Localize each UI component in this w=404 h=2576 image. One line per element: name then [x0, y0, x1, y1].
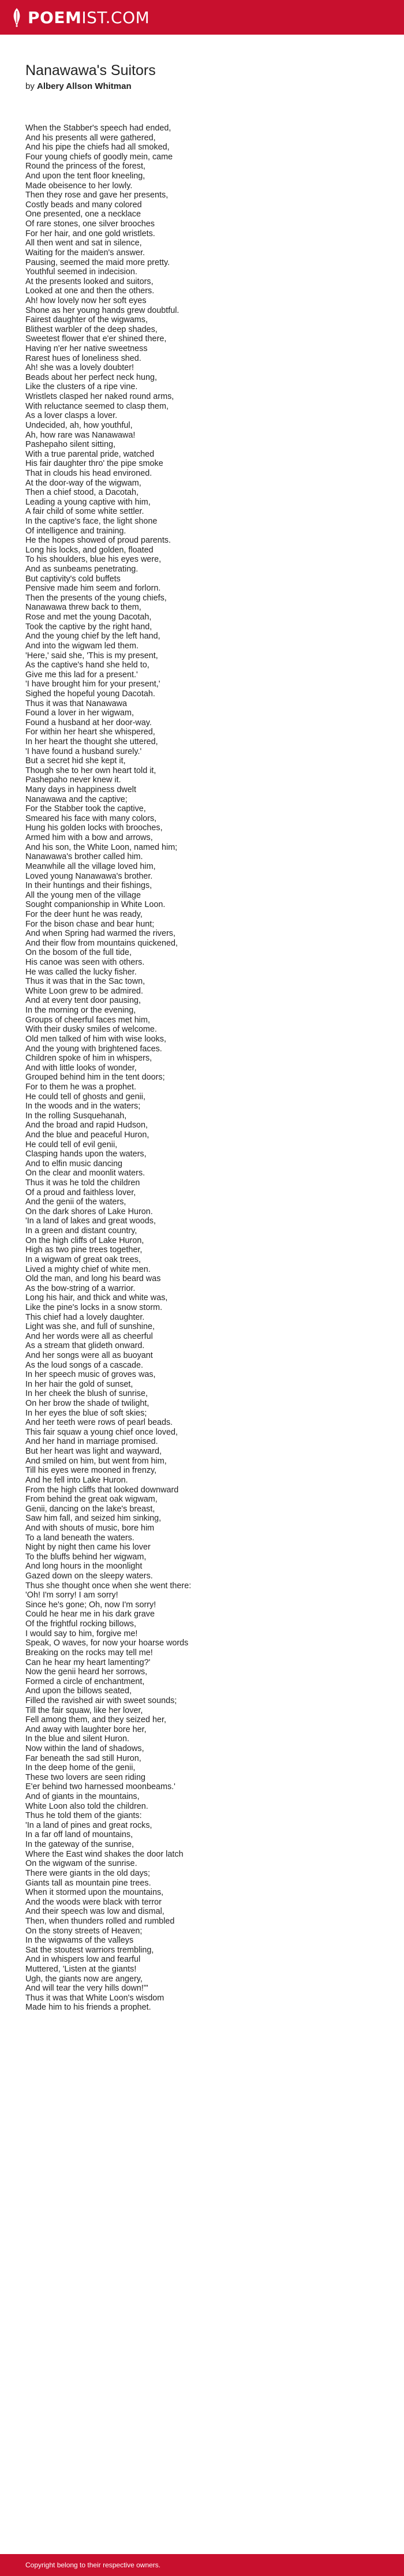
poem-line: And of giants in the mountains,	[25, 1792, 140, 1802]
poem-line: Nanawawa and the captive;	[25, 794, 128, 804]
poem-line: Speak, O waves, for now your hoarse words	[25, 1638, 189, 1648]
poem-line: Like the clusters of a ripe vine.	[25, 382, 138, 392]
poem-line: In their huntings and their fishings,	[25, 881, 152, 891]
poem-line: Made obeisence to her lowly.	[25, 181, 133, 191]
poem-line: Armed him with a bow and arrows,	[25, 833, 153, 843]
poem-line: On the high cliffs of Lake Huron,	[25, 1235, 144, 1245]
poem-line: As a stream that glideth onward.	[25, 1341, 145, 1351]
poem-line: Night by night then came his lover	[25, 1543, 151, 1552]
poem-line: And her words were all as cheerful	[25, 1331, 153, 1341]
poem-line: Fell among them, and they seized her,	[25, 1715, 166, 1725]
poem-line: Far beneath the sad still Huron,	[25, 1753, 141, 1763]
poem-line: Ugh, the giants now are angery,	[25, 1974, 143, 1984]
poem-line: Sighed the hopeful young Dacotah.	[25, 689, 155, 699]
poem-line: Groups of cheerful faces met him,	[25, 1015, 150, 1025]
poem-line: And the broad and rapid Hudson,	[25, 1121, 148, 1130]
poem-line: Rose and met the young Dacotah,	[25, 613, 152, 622]
poem-line: Give me this lad for a present.'	[25, 670, 138, 680]
poem-line: Lived a mighty chief of white men.	[25, 1264, 151, 1274]
poem-line: This fair squaw a young chief once loved,	[25, 1427, 178, 1437]
poem-line: And to elfin music dancing	[25, 1159, 122, 1168]
poem-line: Grouped behind him in the tent doors;	[25, 1073, 165, 1082]
poem-line: And away with laughter bore her,	[25, 1724, 147, 1734]
poem-line: Wristlets clasped her naked round arms,	[25, 392, 174, 402]
poem-line: With their dusky smiles of welcome.	[25, 1025, 157, 1035]
poem-line: And their speech was low and dismal,	[25, 1907, 164, 1917]
poem-line: And the woods were black with terror	[25, 1897, 162, 1907]
poem-line: To his shoulders, blue his eyes were,	[25, 555, 162, 565]
poem-line: From behind the great oak wigwam,	[25, 1495, 158, 1504]
poem-line: Clasping hands upon the waters,	[25, 1149, 147, 1159]
poem-line: On the bosom of the full tide,	[25, 948, 132, 958]
poem-line: And upon the billows seated,	[25, 1686, 132, 1696]
poem-line: Pensive made him seem and forlorn.	[25, 584, 161, 593]
poem-line: Hung his golden locks with brooches,	[25, 823, 163, 833]
quill-pen-icon	[12, 8, 22, 27]
poem-line: For within her heart she whispered,	[25, 727, 155, 737]
poem-line: Found a lover in her wigwam,	[25, 708, 134, 718]
poem-line: 'I have brought him for your present,'	[25, 680, 160, 689]
poem-line: Thus it was that Nanawawa	[25, 699, 127, 708]
poem-title: Nanawawa's Suitors	[25, 62, 156, 79]
poem-line: Where the East wind shakes the door latch	[25, 1849, 184, 1859]
poem-line: Sweetest flower that e'er shined there,	[25, 334, 167, 344]
poem-line: Muttered, 'Listen at the giants!	[25, 1965, 137, 1974]
poem-line: E'er behind two harnessed moonbeams.'	[25, 1782, 175, 1792]
site-logo[interactable]	[12, 8, 149, 27]
poem-line: And smiled on him, but went from him,	[25, 1456, 167, 1466]
poem-line: Costly beads and many colored	[25, 200, 142, 210]
poem-body	[25, 124, 404, 2013]
poem-line: On the dark shores of Lake Huron.	[25, 1207, 153, 1216]
poem-line: Ah! she was a lovely doubter!	[25, 363, 134, 373]
byline-prefix: by	[25, 81, 35, 91]
poem-line: Then the presents of the young chiefs,	[25, 593, 167, 603]
poem-line: Rarest hues of loneliness shed.	[25, 353, 141, 363]
poem-line: When it stormed upon the mountains,	[25, 1888, 164, 1898]
poem-line: Of intelligence and training.	[25, 526, 126, 536]
poem-line: Old men talked of him with wise looks,	[25, 1034, 166, 1044]
poem-line: Pashepaho silent sitting,	[25, 440, 115, 450]
poem-line: And long hours in the moonlight	[25, 1562, 143, 1571]
poem-line: Pashepaho never knew it.	[25, 775, 121, 785]
poem-line: As the bow-string of a warrior.	[25, 1283, 136, 1293]
poem-line: Youthful seemed in indecision.	[25, 267, 137, 277]
poem-line: In her eyes the blue of soft skies;	[25, 1408, 147, 1418]
poem-line: And he fell into Lake Huron.	[25, 1475, 128, 1485]
poem-line: From the high cliffs that looked downward	[25, 1485, 179, 1495]
poem-line: In her speech music of groves was,	[25, 1370, 156, 1380]
poem-line: For the Stabber took the captive,	[25, 804, 146, 814]
poem-line: In a far off land of mountains,	[25, 1830, 133, 1840]
poem-line: There were giants in the old days;	[25, 1868, 150, 1878]
poem-line: Now the genii heard her sorrows,	[25, 1667, 148, 1677]
poem-line: Then, when thunders rolled and rumbled	[25, 1916, 175, 1926]
poem-line: Thus it was that in the Sac town,	[25, 977, 145, 987]
poem-line: And when Spring had warmed the rivers,	[25, 929, 175, 939]
poem-line: These two lovers are seen riding	[25, 1772, 145, 1782]
poem-line: But captivity's cold buffets	[25, 574, 121, 584]
poem-line: And the genii of the waters,	[25, 1197, 126, 1207]
poem-line: With a true parental pride, watched	[25, 449, 155, 459]
poem-line: 'In a land of lakes and great woods,	[25, 1216, 156, 1226]
poem-line: On her brow the shade of twilight,	[25, 1399, 149, 1409]
poem-line: Like the pine's locks in a snow storm.	[25, 1302, 163, 1312]
poem-line: On the wigwam of the sunrise.	[25, 1859, 137, 1869]
poem-line: In her hair the gold of sunset,	[25, 1379, 133, 1389]
poem-line: Can he hear my heart lamenting?'	[25, 1657, 151, 1667]
poem-line: Fairest daughter of the wigwams,	[25, 315, 148, 325]
poem-line: Thus it was that White Loon's wisdom	[25, 1993, 164, 2003]
poem-line: At the presents looked and suitors,	[25, 277, 154, 286]
logo-text-bold: POEM	[28, 8, 82, 27]
poem-line: Sought companionship in White Loon.	[25, 900, 166, 910]
poem-line: When the Stabber's speech had ended,	[25, 124, 171, 133]
poem-line: Sat the stoutest warriors trembling,	[25, 1945, 154, 1955]
poem-line: And the blue and peaceful Huron,	[25, 1130, 149, 1140]
poem-line: Old the man, and long his beard was	[25, 1274, 161, 1284]
poem-line: Thus he told them of the giants:	[25, 1811, 142, 1821]
poem-line: Thus she thought once when she went there:	[25, 1581, 192, 1591]
poem-line: And with shouts of music, bore him	[25, 1523, 155, 1533]
poem-line: As the captive's hand she held to,	[25, 660, 149, 670]
poem-line: Formed a circle of enchantment,	[25, 1677, 145, 1686]
poem-line: Saw him fall, and seized him sinking,	[25, 1514, 162, 1524]
poem-line: Children spoke of him in whispers,	[25, 1054, 152, 1063]
poem-line: 'Here,' said she, 'This is my present,	[25, 651, 158, 660]
poem-line: For the bison chase and bear hunt;	[25, 919, 155, 929]
poem-line: With reluctance seemed to clasp them,	[25, 401, 169, 411]
poem-line: Blithest warbler of the deep shades,	[25, 324, 158, 334]
poem-line: And as sunbeams penetrating.	[25, 565, 139, 574]
poem-line: He could tell of ghosts and genii,	[25, 1092, 145, 1102]
poem-line: On the stony streets of Heaven;	[25, 1926, 143, 1936]
poem-line: And his presents all were gathered,	[25, 133, 156, 143]
poem-line: And upon the tent floor kneeling,	[25, 171, 145, 181]
poem-line: In the morning or the evening,	[25, 1006, 136, 1016]
poem-line: Many days in happiness dwelt	[25, 785, 136, 795]
poem-line: He was called the lucky fisher.	[25, 967, 137, 977]
poem-line: To a land beneath the waters.	[25, 1533, 134, 1543]
poem-line: White Loon grew to be admired.	[25, 986, 143, 996]
poem-line: In the wigwams of the valleys	[25, 1936, 134, 1946]
poem-line: Pausing, seemed the maid more pretty.	[25, 257, 170, 267]
logo-text-light: IST.COM	[81, 8, 150, 27]
poem-line: Though she to her own heart told it,	[25, 766, 156, 775]
poem-line: Loved young Nanawawa's brother.	[25, 871, 153, 881]
poem-line: All the young men of the village	[25, 890, 141, 900]
poem-line: Gazed down on the sleepy waters.	[25, 1571, 153, 1581]
footer	[0, 2554, 404, 2576]
poem-line: And his son, the White Loon, named him;	[25, 842, 178, 852]
poem-line: 'I have found a husband surely.'	[25, 746, 142, 756]
poem-line: Of the frightful rocking billows,	[25, 1619, 136, 1629]
poem-line: And her teeth were rows of pearl beads.	[25, 1418, 173, 1428]
copyright-text: Copyright belong to their respective owners.	[25, 2561, 161, 2569]
poem-line: As the loud songs of a cascade.	[25, 1360, 143, 1370]
poem-line: Of rare stones, one silver brooches	[25, 219, 155, 229]
poem-line: Waiting for the maiden's answer.	[25, 248, 145, 257]
poem-line: His canoe was seen with others.	[25, 958, 145, 968]
poem-line: And at every tent door pausing,	[25, 996, 141, 1006]
poem-line: Made him to his friends a prophet.	[25, 2003, 151, 2013]
poem-line: He the hopes showed of proud parents.	[25, 536, 171, 546]
poem-line: In the deep home of the genii,	[25, 1763, 136, 1773]
poem-line: Leading a young captive with him,	[25, 497, 151, 507]
poem-line: 'In a land of pines and great rocks,	[25, 1820, 152, 1830]
poem-line: But a secret hid she kept it,	[25, 756, 126, 766]
poem-line: Four young chiefs of goodly mein, came	[25, 152, 173, 162]
poem-line: Found a husband at her door-way.	[25, 718, 152, 727]
poem-line: Nanawawa's brother called him.	[25, 852, 143, 862]
poem-line: Round the princess of the forest,	[25, 162, 145, 171]
poem-line: In her heart the thought she uttered,	[25, 737, 158, 746]
poem-line: Having n'er her native sweetness	[25, 344, 148, 354]
poem-line: In a wigwam of great oak trees,	[25, 1255, 141, 1264]
poem-line: Meanwhile all the village loved him,	[25, 861, 156, 871]
poem-line: In the gateway of the sunrise,	[25, 1840, 134, 1850]
poem-line: In a green and distant country,	[25, 1226, 137, 1236]
poem-line: Undecided, ah, how youthful,	[25, 420, 133, 430]
top-bar	[0, 0, 404, 35]
poem-line: And will tear the very hills down!'"	[25, 1984, 148, 1993]
poem-line: And the young with brightened faces.	[25, 1044, 162, 1054]
poem-line: Till the fair squaw, like her lover,	[25, 1705, 143, 1715]
main-content	[0, 35, 404, 2013]
poem-line: One presented, one a necklace	[25, 210, 141, 219]
poem-line: Genii, dancing on the lake's breast,	[25, 1504, 155, 1514]
poem-line: Then they rose and gave her presents,	[25, 191, 169, 200]
poem-line: This chief had a lovely daughter.	[25, 1312, 145, 1322]
poem-line: And into the wigwam led them.	[25, 641, 139, 651]
author-name[interactable]: Albery Allson Whitman	[37, 81, 132, 91]
poem-line: In her cheek the blush of sunrise,	[25, 1389, 148, 1399]
poem-line: At the door-way of the wigwam,	[25, 478, 141, 488]
poem-line: And the young chief by the left hand,	[25, 632, 160, 641]
poem-line: Shone as her young hands grew doubtful.	[25, 305, 179, 315]
poem-line: Long his locks, and golden, floated	[25, 545, 154, 555]
poem-line: As a lover clasps a lover.	[25, 411, 118, 421]
poem-line: Light was she, and full of sunshine,	[25, 1322, 155, 1332]
poem-line: Thus it was he told the children	[25, 1178, 140, 1188]
poem-line: Long his hair, and thick and white was,	[25, 1293, 168, 1303]
poem-line: White Loon also told the children.	[25, 1801, 148, 1811]
poem-line: Took the captive by the right hand,	[25, 622, 152, 632]
poem-line: In the blue and silent Huron.	[25, 1734, 130, 1744]
poem-line: Then a chief stood, a Dacotah,	[25, 488, 139, 498]
poem-line: Ah! how lovely now her soft eyes	[25, 296, 147, 305]
poem-line: He could tell of evil genii,	[25, 1140, 118, 1149]
poem-line: Filled the ravished air with sweet sounds;	[25, 1696, 177, 1705]
poem-line: And their flow from mountains quickened,	[25, 938, 178, 948]
poem-line: And with little looks of wonder,	[25, 1063, 137, 1073]
poem-line: Till his eyes were mooned in frenzy,	[25, 1466, 157, 1476]
byline	[25, 81, 404, 91]
poem-line: Breaking on the rocks may tell me!	[25, 1648, 153, 1657]
poem-line: Of a proud and faithless lover,	[25, 1188, 136, 1197]
poem-line: In the captive's face, the light shone	[25, 516, 158, 526]
poem-line: For the deer hunt he was ready,	[25, 909, 143, 919]
poem-line: Now within the land of shadows,	[25, 1744, 144, 1753]
poem-line: Could he hear me in his dark grave	[25, 1610, 155, 1619]
poem-line: Beads about her perfect neck hung,	[25, 372, 158, 382]
poem-line: And in whispers low and fearful	[25, 1955, 141, 1965]
poem-line: High as two pine trees together,	[25, 1245, 143, 1255]
poem-line: 'Oh! I'm sorry! I am sorry!	[25, 1591, 118, 1600]
poem-line: His fair daughter thro' the pipe smoke	[25, 459, 163, 469]
poem-line: To the bluffs behind her wigwam,	[25, 1552, 147, 1562]
poem-line: I would say to him, forgive me!	[25, 1629, 138, 1638]
poem-line: And her hand in marriage promised.	[25, 1437, 158, 1447]
poem-line: For her hair, and one gold wristlets.	[25, 229, 155, 238]
poem-line: On the clear and moonlit waters.	[25, 1168, 145, 1178]
poem-line: Giants tall as mountain pine trees.	[25, 1878, 151, 1888]
poem-line: All then went and sat in silence,	[25, 238, 142, 248]
poem-line: In the rolling Susquehanah,	[25, 1111, 127, 1121]
poem-line: And his pipe the chiefs had all smoked,	[25, 143, 170, 152]
poem-line: In the woods and in the waters;	[25, 1102, 141, 1111]
poem-line: Nanawawa threw back to them,	[25, 603, 141, 613]
poem-line: Looked at one and then the others.	[25, 286, 155, 296]
poem-line: Smeared his face with many colors,	[25, 813, 157, 823]
poem-line: For to them he was a prophet.	[25, 1082, 136, 1092]
poem-line: Since he's gone; Oh, now I'm sorry!	[25, 1600, 156, 1610]
poem-line: That in clouds his head environed.	[25, 468, 152, 478]
poem-line: Ah, how rare was Nanawawa!	[25, 430, 136, 440]
poem-line: And her songs were all as buoyant	[25, 1351, 153, 1360]
poem-line: But her heart was light and wayward,	[25, 1447, 162, 1457]
poem-line: A fair child of some white settler.	[25, 507, 144, 517]
